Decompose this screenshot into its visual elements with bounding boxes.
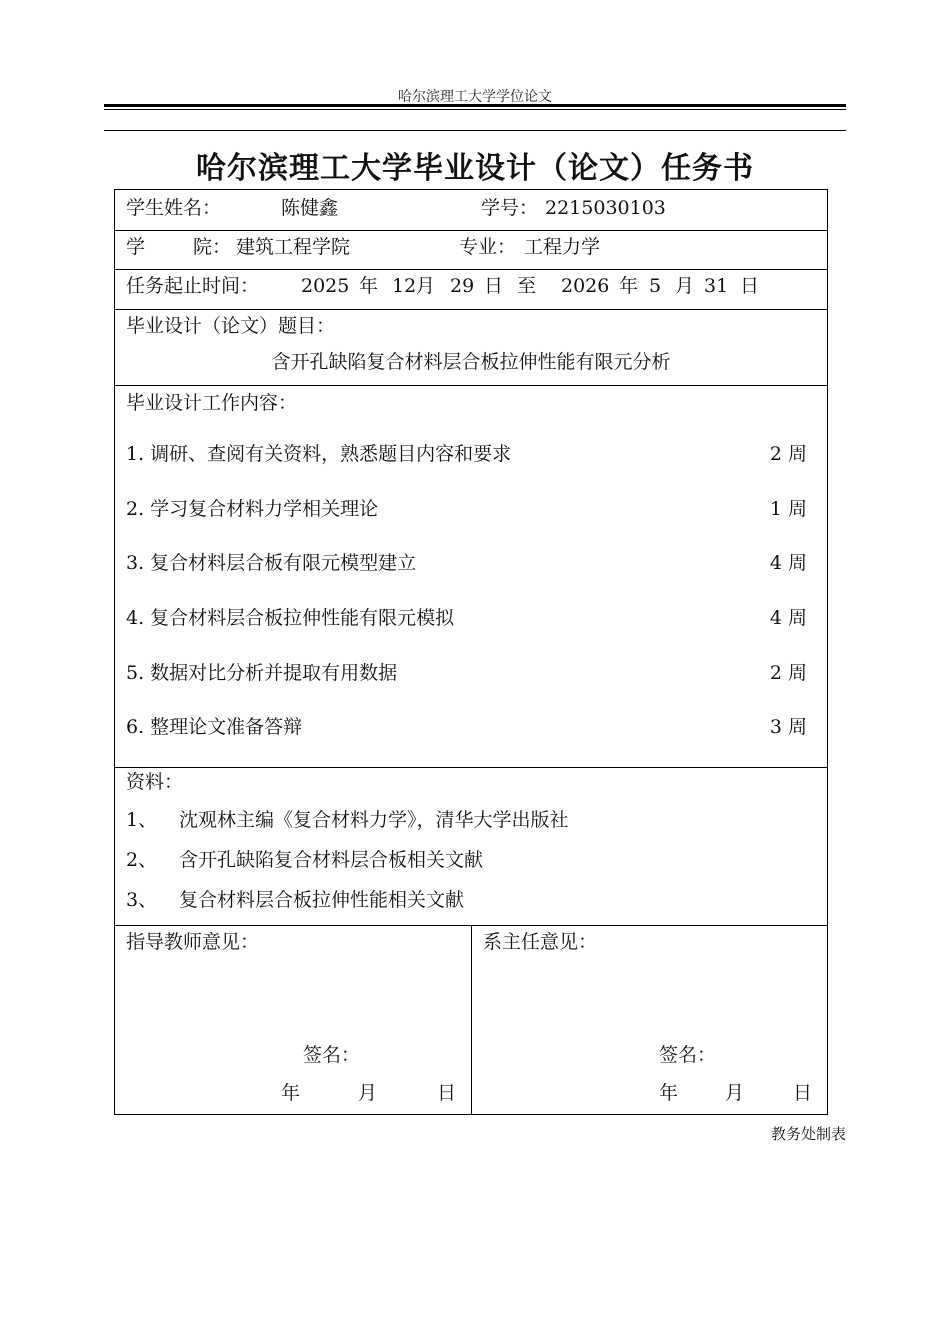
dept-head-date-year: 年: [659, 1082, 679, 1104]
document-title: 哈尔滨理工大学毕业设计（论文）任务书: [196, 151, 754, 186]
row-divider: [115, 269, 827, 270]
advisor-signature-label: 签名：: [303, 1044, 361, 1066]
header-double-rule-thin: [104, 109, 846, 110]
work-item-duration: 4 周: [769, 552, 807, 574]
college-value: 建筑工程学院: [236, 236, 351, 258]
running-header: 哈尔滨理工大学学位论文: [398, 89, 552, 105]
dept-head-signature-label: 签名：: [659, 1044, 717, 1066]
footer-note: 教务处制表: [770, 1125, 846, 1143]
advisor-date-year: 年: [281, 1082, 301, 1104]
college-label-part2: 院：: [193, 236, 232, 258]
row-divider: [115, 309, 827, 310]
student-name-label: 学生姓名：: [126, 197, 222, 219]
end-month-unit: 月: [675, 275, 695, 297]
row-divider: [115, 230, 827, 231]
topic-label: 毕业设计（论文）题目：: [126, 315, 336, 337]
opinion-column-divider: [471, 925, 472, 1114]
end-month: 5: [649, 275, 662, 297]
title-top-rule: [104, 130, 846, 131]
material-item: 复合材料层合板拉伸性能相关文献: [179, 889, 465, 911]
period-label: 任务起止时间：: [126, 275, 260, 297]
work-item: 2. 学习复合材料力学相关理论: [126, 498, 379, 520]
dept-head-date-day: 日: [793, 1082, 813, 1104]
advisor-opinion-label: 指导教师意见：: [126, 931, 260, 953]
major-value: 工程力学: [524, 236, 601, 258]
dept-head-date-month: 月: [725, 1082, 745, 1104]
work-item: 5. 数据对比分析并提取有用数据: [126, 662, 398, 684]
end-day-unit: 日: [740, 275, 760, 297]
work-item-duration: 1 周: [769, 498, 807, 520]
start-day-unit: 日: [484, 275, 504, 297]
material-item: 沈观林主编《复合材料力学》，清华大学出版社: [179, 809, 569, 831]
end-day: 31: [704, 275, 729, 297]
row-divider: [115, 385, 827, 386]
start-month-unit: 月: [416, 275, 436, 297]
start-day: 29: [450, 275, 475, 297]
advisor-date-month: 月: [358, 1082, 378, 1104]
material-item-number: 2、: [126, 849, 158, 871]
work-item-duration: 4 周: [769, 607, 807, 629]
materials-label: 资料：: [126, 771, 184, 793]
work-item: 1. 调研、查阅有关资料，熟悉题目内容和要求: [126, 443, 512, 465]
row-divider: [115, 767, 827, 768]
work-item-duration: 2 周: [769, 443, 807, 465]
work-item: 6. 整理论文准备答辩: [126, 716, 303, 738]
task-form: [114, 189, 828, 1115]
work-item: 4. 复合材料层合板拉伸性能有限元模拟: [126, 607, 455, 629]
work-item-duration: 3 周: [769, 716, 807, 738]
dept-head-opinion-label: 系主任意见：: [483, 931, 598, 953]
advisor-date-day: 日: [437, 1082, 457, 1104]
start-year-unit: 年: [359, 275, 379, 297]
topic-value: 含开孔缺陷复合材料层合板拉伸性能有限元分析: [271, 351, 671, 373]
end-year: 2026: [561, 275, 610, 297]
student-name-value: 陈健鑫: [281, 197, 339, 219]
start-month: 12: [392, 275, 417, 297]
material-item-number: 3、: [126, 889, 158, 911]
start-year: 2025: [301, 275, 350, 297]
student-id-label: 学号：: [481, 197, 539, 219]
work-item-duration: 2 周: [769, 662, 807, 684]
work-item: 3. 复合材料层合板有限元模型建立: [126, 552, 417, 574]
end-year-unit: 年: [619, 275, 639, 297]
period-to: 至: [517, 275, 537, 297]
material-item-number: 1、: [126, 809, 158, 831]
header-double-rule-thick: [104, 104, 846, 107]
material-item: 含开孔缺陷复合材料层合板相关文献: [179, 849, 484, 871]
college-label-part1: 学: [126, 236, 146, 258]
major-label: 专业：: [459, 236, 517, 258]
student-id-value: 2215030103: [545, 197, 666, 219]
work-content-label: 毕业设计工作内容：: [126, 392, 298, 414]
